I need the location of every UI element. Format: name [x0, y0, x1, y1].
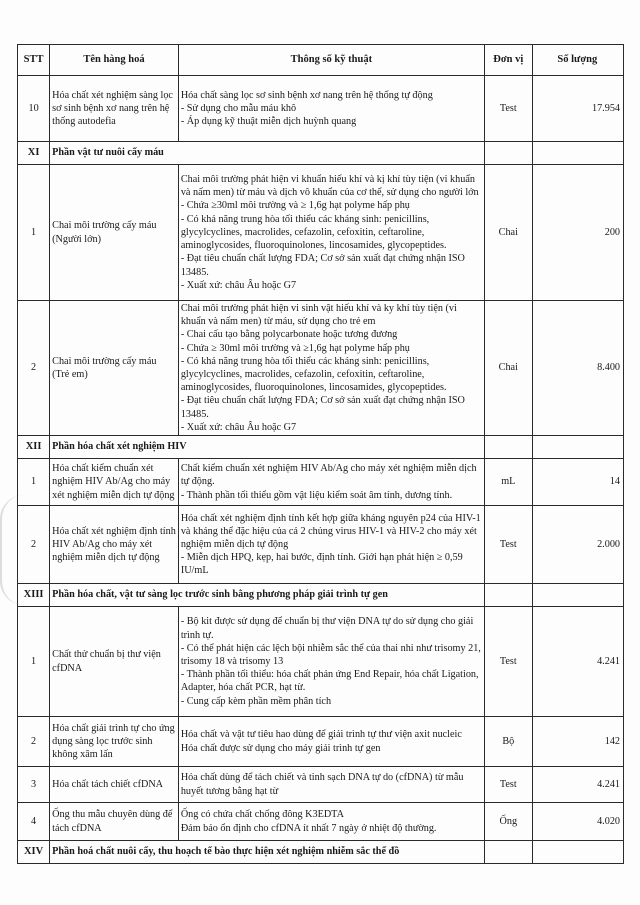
row-spec [178, 301, 484, 436]
row-unit: mL [484, 459, 532, 506]
table-row [18, 803, 624, 841]
spec-line: - Có khả năng trung hòa tối thiểu các kháng sinh: penicillins, glycylcyclines, macrolides, cefazolin, cefoxitin, ceftaroline, aminoglycosides, fluoroquinolones, lincosamides, glycopeptides. [180, 355, 447, 394]
row-unit: Test [484, 506, 532, 584]
spec-line: - Thành phần tối thiểu: hóa chất phản ứng End Repair, hóa chất Ligation, Adapter, hóa chất PCR, hạt từ. [180, 669, 479, 694]
row-unit: Chai [484, 301, 532, 436]
spec-line: Chất kiểm chuẩn xét nghiệm HIV Ab/Ag cho máy xét nghiệm miễn dịch tự động. [180, 463, 477, 488]
row-name: Hóa chất xét nghiệm sàng lọc sơ sinh bệnh xơ nang trên hệ thống autodefia [50, 76, 179, 142]
row-qty: 4.020 [532, 803, 623, 841]
spec-line: - Chứa ≥ 30ml môi trường và ≥1,6g hạt polyme hấp phụ [180, 342, 410, 354]
spec-line: Chai môi trường phát hiện vi sinh vật hiếu khí và ky khí tùy tiện (vi khuẩn và nấm men) từ máu, sử dụng cho trẻ em [180, 303, 457, 328]
row-qty: 142 [532, 717, 623, 767]
row-spec [178, 767, 484, 803]
table-row [18, 165, 624, 301]
section-unit-empty [484, 436, 532, 459]
section-qty-empty [532, 841, 623, 864]
section-title: Phần vật tư nuôi cấy máu [50, 142, 485, 165]
section-number: XI [18, 142, 50, 165]
header-name: Tên hàng hoá [50, 45, 179, 76]
row-spec [178, 607, 484, 717]
section-row [18, 142, 624, 165]
section-unit-empty [484, 584, 532, 607]
spec-line: - Xuất xứ: châu Âu hoặc G7 [180, 279, 297, 291]
table-row [18, 767, 624, 803]
table-row [18, 717, 624, 767]
spec-line: Hóa chất sàng lọc sơ sinh bệnh xơ nang trên hệ thống tự động [180, 89, 433, 101]
header-qty: Số lượng [532, 45, 623, 76]
spec-line: Đảm bảo ổn định cho cfDNA ít nhất 7 ngày ở nhiệt độ thường. [180, 822, 437, 834]
row-name: Hóa chất xét nghiệm định tính HIV Ab/Ag cho máy xét nghiệm miễn dịch tự động [50, 506, 179, 584]
spec-line: - Cung cấp kèm phần mềm phân tích [180, 695, 332, 707]
row-unit: Chai [484, 165, 532, 301]
spec-line: Hóa chất và vật tư tiêu hao dùng để giải trình tự thư viện axit nucleic [180, 729, 462, 741]
section-qty-empty [532, 436, 623, 459]
row-stt: 1 [18, 459, 50, 506]
spec-line: - Xuất xứ: châu Âu hoặc G7 [180, 421, 297, 433]
row-qty: 4.241 [532, 607, 623, 717]
row-stt: 2 [18, 717, 50, 767]
row-name: Hóa chất giải trình tự cho ứng dụng sàng lọc trước sinh không xâm lấn [50, 717, 179, 767]
table-row [18, 607, 624, 717]
spec-line: Hóa chất xét nghiệm định tính kết hợp giữa kháng nguyên p24 của HIV-1 và kháng thể đặc hiệu của cả 2 chủng virus HIV-1 và HIV-2 cho máy xét nghiệm miễn dịch tự động [180, 512, 481, 550]
section-qty-empty [532, 142, 623, 165]
spec-line: Ống có chứa chất chống đông K3EDTA [180, 809, 344, 821]
row-spec [178, 459, 484, 506]
table-row [18, 76, 624, 142]
row-spec [178, 506, 484, 584]
spec-line: - Miễn dịch HPQ, kẹp, hai bước, định tính. Giới hạn phát hiện ≥ 0,59 IU/mL [180, 552, 463, 577]
table-header-row [18, 45, 624, 76]
row-qty: 4.241 [532, 767, 623, 803]
row-qty: 200 [532, 165, 623, 301]
section-row [18, 841, 624, 864]
row-stt: 1 [18, 607, 50, 717]
header-stt: STT [18, 45, 50, 76]
row-name: Hóa chất kiểm chuẩn xét nghiệm HIV Ab/Ag cho máy xét nghiệm miễn dịch tự động [50, 459, 179, 506]
row-stt: 10 [18, 76, 50, 142]
specification-table [17, 44, 624, 864]
section-unit-empty [484, 142, 532, 165]
spec-line: - Bộ kit được sử dụng để chuẩn bị thư viện DNA tự do sử dụng cho giải trình tự. [180, 616, 474, 641]
section-row [18, 436, 624, 459]
row-stt: 1 [18, 165, 50, 301]
section-title: Phần hóa chất xét nghiệm HIV [50, 436, 485, 459]
row-spec [178, 717, 484, 767]
spec-line: - Đạt tiêu chuẩn chất lượng FDA; Cơ sở sản xuất đạt chứng nhận ISO 13485. [180, 253, 465, 278]
header-unit: Đơn vị [484, 45, 532, 76]
row-name: Hóa chất tách chiết cfDNA [50, 767, 179, 803]
section-title: Phần hóa chất, vật tư sàng lọc trước sinh bằng phương pháp giải trình tự gen [50, 584, 485, 607]
section-title: Phần hoá chất nuôi cấy, thu hoạch tế bào thực hiện xét nghiệm nhiễm sắc thể đồ [50, 841, 485, 864]
row-unit: Ống [484, 803, 532, 841]
row-unit: Test [484, 767, 532, 803]
row-stt: 2 [18, 506, 50, 584]
spec-line: - Sử dụng cho mẫu máu khô [180, 102, 297, 114]
spec-line: - Đạt tiêu chuẩn chất lượng FDA; Cơ sở sản xuất đạt chứng nhận ISO 13485. [180, 395, 465, 420]
section-number: XIV [18, 841, 50, 864]
row-unit: Test [484, 607, 532, 717]
row-name: Chai môi trường cấy máu (Trẻ em) [50, 301, 179, 436]
row-stt: 2 [18, 301, 50, 436]
row-unit: Bộ [484, 717, 532, 767]
spec-line: Hóa chất dùng để tách chiết và tinh sạch DNA tự do (cfDNA) từ mẫu huyết tương bằng hạt từ [180, 772, 464, 797]
header-spec: Thông số kỹ thuật [178, 45, 484, 76]
row-name: Chai môi trường cấy máu (Người lớn) [50, 165, 179, 301]
spec-line: - Chứa ≥30ml môi trường và ≥ 1,6g hạt polyme hấp phụ [180, 200, 410, 212]
row-name: Chất thử chuẩn bị thư viện cfDNA [50, 607, 179, 717]
section-number: XIII [18, 584, 50, 607]
row-spec [178, 165, 484, 301]
row-spec [178, 803, 484, 841]
row-qty: 17.954 [532, 76, 623, 142]
spec-line: - Chai cấu tạo bằng polycarbonate hoặc tương đương [180, 329, 398, 341]
spec-line: Chai môi trường phát hiện vi khuẩn hiếu khí và kị khí tùy tiện (vi khuẩn và nấm men) từ máu và dịch vô khuẩn của cơ thể, sử dụng cho người lớn [180, 174, 479, 199]
row-stt: 4 [18, 803, 50, 841]
section-row [18, 584, 624, 607]
spec-line: - Có thể phát hiện các lệch bội nhiễm sắc thể của thai nhi như trisomy 21, trisomy 18 và trisomy 13 [180, 642, 481, 667]
table-body [18, 76, 624, 864]
spec-line: Hóa chất được sử dụng cho máy giải trình tự gen [180, 742, 381, 754]
row-stt: 3 [18, 767, 50, 803]
section-unit-empty [484, 841, 532, 864]
table-row [18, 459, 624, 506]
spec-line: - Áp dụng kỹ thuật miễn dịch huỳnh quang [180, 116, 357, 128]
spec-line: - Thành phần tối thiểu gồm vật liệu kiểm soát âm tính, dương tính. [180, 489, 453, 501]
table-row [18, 506, 624, 584]
row-qty: 2.000 [532, 506, 623, 584]
row-name: Ống thu mẫu chuyên dùng để tách cfDNA [50, 803, 179, 841]
row-qty: 14 [532, 459, 623, 506]
row-qty: 8.400 [532, 301, 623, 436]
table-row [18, 301, 624, 436]
row-spec [178, 76, 484, 142]
section-qty-empty [532, 584, 623, 607]
section-number: XII [18, 436, 50, 459]
spec-line: - Có khả năng trung hòa tối thiểu các kháng sinh: penicillins, glycylcyclines, macrolides, cefazolin, cefoxitin, ceftaroline, aminoglycosides, fluoroquinolones, lincosamides, glycopeptides. [180, 213, 447, 252]
row-unit: Test [484, 76, 532, 142]
